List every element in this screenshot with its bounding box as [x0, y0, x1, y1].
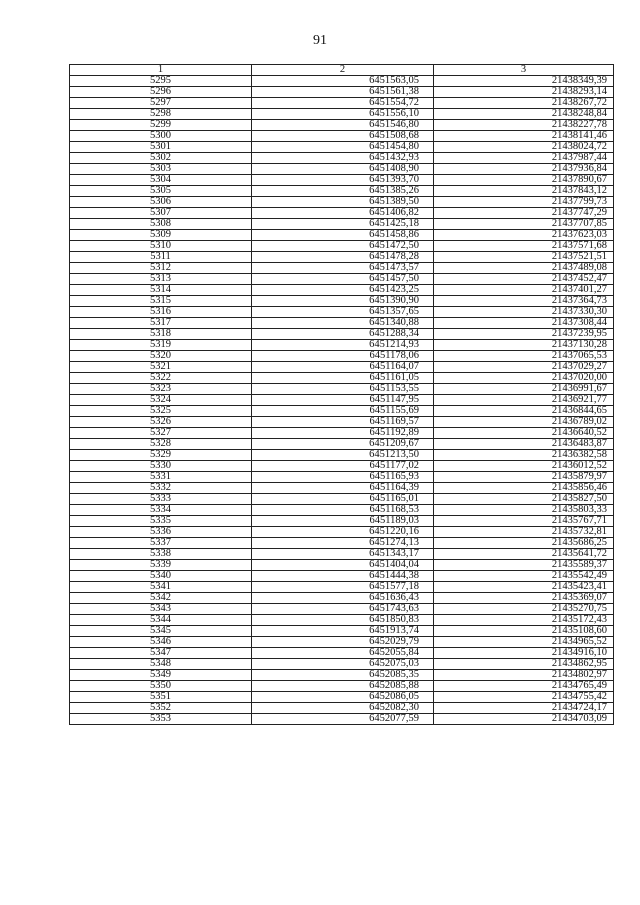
point-number-cell: 5350 [70, 681, 252, 692]
table-row [70, 560, 614, 571]
y-coordinate-cell: 21435108,60 [434, 626, 614, 637]
table-row [70, 428, 614, 439]
x-coordinate-cell: 6451164,39 [252, 483, 434, 494]
table-row [70, 142, 614, 153]
point-number-cell: 5325 [70, 406, 252, 417]
table-row [70, 593, 614, 604]
y-coordinate-cell: 21435172,43 [434, 615, 614, 626]
y-coordinate-cell: 21437890,67 [434, 175, 614, 186]
point-number-cell: 5308 [70, 219, 252, 230]
y-coordinate-cell: 21437799,73 [434, 197, 614, 208]
x-coordinate-cell: 6451189,03 [252, 516, 434, 527]
point-number-cell: 5335 [70, 516, 252, 527]
x-coordinate-cell: 6451406,82 [252, 208, 434, 219]
point-number-cell: 5340 [70, 571, 252, 582]
table-row [70, 505, 614, 516]
x-coordinate-cell: 6451168,53 [252, 505, 434, 516]
point-number-cell: 5353 [70, 714, 252, 725]
y-coordinate-cell: 21436991,67 [434, 384, 614, 395]
x-coordinate-cell: 6451432,93 [252, 153, 434, 164]
table-row [70, 483, 614, 494]
y-coordinate-cell: 21435423,41 [434, 582, 614, 593]
y-coordinate-cell: 21435589,37 [434, 560, 614, 571]
point-number-cell: 5322 [70, 373, 252, 384]
table-row [70, 153, 614, 164]
y-coordinate-cell: 21437936,84 [434, 164, 614, 175]
x-coordinate-cell: 6451343,17 [252, 549, 434, 560]
x-coordinate-cell: 6451850,83 [252, 615, 434, 626]
table-row [70, 109, 614, 120]
table-row [70, 296, 614, 307]
y-coordinate-cell: 21437029,27 [434, 362, 614, 373]
point-number-cell: 5311 [70, 252, 252, 263]
point-number-cell: 5326 [70, 417, 252, 428]
y-coordinate-cell: 21435803,33 [434, 505, 614, 516]
point-number-cell: 5318 [70, 329, 252, 340]
table-row [70, 219, 614, 230]
table-row [70, 263, 614, 274]
y-coordinate-cell: 21437452,47 [434, 274, 614, 285]
x-coordinate-cell: 6451913,74 [252, 626, 434, 637]
point-number-cell: 5312 [70, 263, 252, 274]
table-row [70, 604, 614, 615]
y-coordinate-cell: 21438248,84 [434, 109, 614, 120]
table-row [70, 659, 614, 670]
table-row [70, 670, 614, 681]
x-coordinate-cell: 6452055,84 [252, 648, 434, 659]
x-coordinate-cell: 6451177,02 [252, 461, 434, 472]
table-row [70, 175, 614, 186]
x-coordinate-cell: 6451385,26 [252, 186, 434, 197]
y-coordinate-cell: 21435879,97 [434, 472, 614, 483]
point-number-cell: 5347 [70, 648, 252, 659]
point-number-cell: 5344 [70, 615, 252, 626]
x-coordinate-cell: 6451161,05 [252, 373, 434, 384]
point-number-cell: 5299 [70, 120, 252, 131]
x-coordinate-cell: 6451147,95 [252, 395, 434, 406]
y-coordinate-cell: 21435732,81 [434, 527, 614, 538]
column-header-3: 3 [434, 65, 614, 76]
table-row [70, 648, 614, 659]
x-coordinate-cell: 6451357,65 [252, 307, 434, 318]
point-number-cell: 5309 [70, 230, 252, 241]
table-row [70, 582, 614, 593]
point-number-cell: 5334 [70, 505, 252, 516]
y-coordinate-cell: 21437623,03 [434, 230, 614, 241]
y-coordinate-cell: 21437364,73 [434, 296, 614, 307]
y-coordinate-cell: 21437020,00 [434, 373, 614, 384]
point-number-cell: 5300 [70, 131, 252, 142]
point-number-cell: 5351 [70, 692, 252, 703]
x-coordinate-cell: 6451743,63 [252, 604, 434, 615]
point-number-cell: 5328 [70, 439, 252, 450]
y-coordinate-cell: 21436483,87 [434, 439, 614, 450]
table-row [70, 340, 614, 351]
table-row [70, 362, 614, 373]
column-header-2: 2 [252, 65, 434, 76]
y-coordinate-cell: 21434965,52 [434, 637, 614, 648]
y-coordinate-cell: 21436921,77 [434, 395, 614, 406]
point-number-cell: 5305 [70, 186, 252, 197]
y-coordinate-cell: 21438024,72 [434, 142, 614, 153]
point-number-cell: 5330 [70, 461, 252, 472]
point-number-cell: 5352 [70, 703, 252, 714]
x-coordinate-cell: 6451274,13 [252, 538, 434, 549]
table-row [70, 494, 614, 505]
table-row [70, 208, 614, 219]
point-number-cell: 5341 [70, 582, 252, 593]
x-coordinate-cell: 6451390,90 [252, 296, 434, 307]
y-coordinate-cell: 21437747,29 [434, 208, 614, 219]
table-row [70, 252, 614, 263]
x-coordinate-cell: 6451192,89 [252, 428, 434, 439]
table-row [70, 571, 614, 582]
x-coordinate-cell: 6451508,68 [252, 131, 434, 142]
x-coordinate-cell: 6451389,50 [252, 197, 434, 208]
y-coordinate-cell: 21436382,58 [434, 450, 614, 461]
y-coordinate-cell: 21435767,71 [434, 516, 614, 527]
point-number-cell: 5307 [70, 208, 252, 219]
y-coordinate-cell: 21437489,08 [434, 263, 614, 274]
point-number-cell: 5301 [70, 142, 252, 153]
table-row [70, 615, 614, 626]
point-number-cell: 5339 [70, 560, 252, 571]
point-number-cell: 5323 [70, 384, 252, 395]
y-coordinate-cell: 21436789,02 [434, 417, 614, 428]
x-coordinate-cell: 6451404,04 [252, 560, 434, 571]
table-row [70, 120, 614, 131]
table-row [70, 692, 614, 703]
x-coordinate-cell: 6451556,10 [252, 109, 434, 120]
y-coordinate-cell: 21438349,39 [434, 76, 614, 87]
x-coordinate-cell: 6451408,90 [252, 164, 434, 175]
y-coordinate-cell: 21437130,28 [434, 340, 614, 351]
y-coordinate-cell: 21435686,25 [434, 538, 614, 549]
table-row [70, 637, 614, 648]
x-coordinate-cell: 6451458,86 [252, 230, 434, 241]
table-row [70, 230, 614, 241]
x-coordinate-cell: 6451165,01 [252, 494, 434, 505]
table-row [70, 373, 614, 384]
point-number-cell: 5321 [70, 362, 252, 373]
point-number-cell: 5348 [70, 659, 252, 670]
x-coordinate-cell: 6451425,18 [252, 219, 434, 230]
y-coordinate-cell: 21436640,52 [434, 428, 614, 439]
x-coordinate-cell: 6451164,07 [252, 362, 434, 373]
point-number-cell: 5298 [70, 109, 252, 120]
table-row [70, 329, 614, 340]
y-coordinate-cell: 21438267,72 [434, 98, 614, 109]
y-coordinate-cell: 21435369,07 [434, 593, 614, 604]
table-row [70, 703, 614, 714]
table-row [70, 538, 614, 549]
point-number-cell: 5332 [70, 483, 252, 494]
coordinates-table-container [69, 64, 613, 725]
x-coordinate-cell: 6451577,18 [252, 582, 434, 593]
y-coordinate-cell: 21434755,42 [434, 692, 614, 703]
y-coordinate-cell: 21435827,50 [434, 494, 614, 505]
table-row [70, 76, 614, 87]
x-coordinate-cell: 6452086,05 [252, 692, 434, 703]
table-row [70, 626, 614, 637]
table-row [70, 461, 614, 472]
table-row [70, 131, 614, 142]
table-row [70, 307, 614, 318]
table-row [70, 527, 614, 538]
point-number-cell: 5327 [70, 428, 252, 439]
x-coordinate-cell: 6451473,57 [252, 263, 434, 274]
point-number-cell: 5317 [70, 318, 252, 329]
point-number-cell: 5295 [70, 76, 252, 87]
y-coordinate-cell: 21435641,72 [434, 549, 614, 560]
x-coordinate-cell: 6452085,88 [252, 681, 434, 692]
point-number-cell: 5304 [70, 175, 252, 186]
y-coordinate-cell: 21438227,78 [434, 120, 614, 131]
table-row [70, 516, 614, 527]
point-number-cell: 5313 [70, 274, 252, 285]
point-number-cell: 5316 [70, 307, 252, 318]
y-coordinate-cell: 21437330,30 [434, 307, 614, 318]
table-row [70, 285, 614, 296]
page-number: 91 [313, 33, 327, 48]
point-number-cell: 5331 [70, 472, 252, 483]
x-coordinate-cell: 6451457,50 [252, 274, 434, 285]
table-row [70, 351, 614, 362]
x-coordinate-cell: 6451178,06 [252, 351, 434, 362]
y-coordinate-cell: 21434765,49 [434, 681, 614, 692]
x-coordinate-cell: 6451444,38 [252, 571, 434, 582]
table-row [70, 384, 614, 395]
table-row [70, 87, 614, 98]
x-coordinate-cell: 6452077,59 [252, 714, 434, 725]
x-coordinate-cell: 6451165,93 [252, 472, 434, 483]
y-coordinate-cell: 21434916,10 [434, 648, 614, 659]
point-number-cell: 5296 [70, 87, 252, 98]
table-row [70, 197, 614, 208]
point-number-cell: 5343 [70, 604, 252, 615]
table-row [70, 681, 614, 692]
point-number-cell: 5302 [70, 153, 252, 164]
x-coordinate-cell: 6451472,50 [252, 241, 434, 252]
x-coordinate-cell: 6451636,43 [252, 593, 434, 604]
y-coordinate-cell: 21435270,75 [434, 604, 614, 615]
x-coordinate-cell: 6451563,05 [252, 76, 434, 87]
point-number-cell: 5303 [70, 164, 252, 175]
coordinates-table [69, 64, 614, 725]
point-number-cell: 5314 [70, 285, 252, 296]
point-number-cell: 5333 [70, 494, 252, 505]
x-coordinate-cell: 6451546,80 [252, 120, 434, 131]
table-row [70, 549, 614, 560]
point-number-cell: 5319 [70, 340, 252, 351]
y-coordinate-cell: 21437239,95 [434, 329, 614, 340]
table-row [70, 450, 614, 461]
table-row [70, 98, 614, 109]
x-coordinate-cell: 6451209,67 [252, 439, 434, 450]
point-number-cell: 5320 [70, 351, 252, 362]
point-number-cell: 5315 [70, 296, 252, 307]
table-header-row [70, 65, 614, 76]
column-header-1: 1 [70, 65, 252, 76]
x-coordinate-cell: 6451220,16 [252, 527, 434, 538]
x-coordinate-cell: 6452029,79 [252, 637, 434, 648]
x-coordinate-cell: 6451153,55 [252, 384, 434, 395]
y-coordinate-cell: 21437065,53 [434, 351, 614, 362]
x-coordinate-cell: 6451213,50 [252, 450, 434, 461]
x-coordinate-cell: 6451554,72 [252, 98, 434, 109]
y-coordinate-cell: 21436012,52 [434, 461, 614, 472]
table-row [70, 714, 614, 725]
table-row [70, 241, 614, 252]
x-coordinate-cell: 6451155,69 [252, 406, 434, 417]
y-coordinate-cell: 21437707,85 [434, 219, 614, 230]
x-coordinate-cell: 6451169,57 [252, 417, 434, 428]
table-row [70, 417, 614, 428]
x-coordinate-cell: 6451478,28 [252, 252, 434, 263]
x-coordinate-cell: 6451340,88 [252, 318, 434, 329]
x-coordinate-cell: 6451454,80 [252, 142, 434, 153]
y-coordinate-cell: 21434802,97 [434, 670, 614, 681]
point-number-cell: 5349 [70, 670, 252, 681]
y-coordinate-cell: 21437308,44 [434, 318, 614, 329]
x-coordinate-cell: 6452085,35 [252, 670, 434, 681]
point-number-cell: 5324 [70, 395, 252, 406]
y-coordinate-cell: 21437401,27 [434, 285, 614, 296]
x-coordinate-cell: 6451214,93 [252, 340, 434, 351]
table-row [70, 406, 614, 417]
table-row [70, 318, 614, 329]
x-coordinate-cell: 6452082,30 [252, 703, 434, 714]
x-coordinate-cell: 6452075,03 [252, 659, 434, 670]
x-coordinate-cell: 6451561,38 [252, 87, 434, 98]
table-row [70, 186, 614, 197]
y-coordinate-cell: 21438293,14 [434, 87, 614, 98]
point-number-cell: 5310 [70, 241, 252, 252]
y-coordinate-cell: 21437571,68 [434, 241, 614, 252]
table-row [70, 164, 614, 175]
point-number-cell: 5345 [70, 626, 252, 637]
table-row [70, 395, 614, 406]
point-number-cell: 5336 [70, 527, 252, 538]
x-coordinate-cell: 6451393,70 [252, 175, 434, 186]
point-number-cell: 5306 [70, 197, 252, 208]
y-coordinate-cell: 21438141,46 [434, 131, 614, 142]
y-coordinate-cell: 21436844,65 [434, 406, 614, 417]
point-number-cell: 5346 [70, 637, 252, 648]
y-coordinate-cell: 21434862,95 [434, 659, 614, 670]
y-coordinate-cell: 21435542,49 [434, 571, 614, 582]
point-number-cell: 5338 [70, 549, 252, 560]
y-coordinate-cell: 21435856,46 [434, 483, 614, 494]
y-coordinate-cell: 21437843,12 [434, 186, 614, 197]
table-row [70, 472, 614, 483]
y-coordinate-cell: 21434703,09 [434, 714, 614, 725]
point-number-cell: 5297 [70, 98, 252, 109]
y-coordinate-cell: 21437987,44 [434, 153, 614, 164]
table-row [70, 274, 614, 285]
x-coordinate-cell: 6451288,34 [252, 329, 434, 340]
table-row [70, 439, 614, 450]
table-body [70, 76, 614, 725]
x-coordinate-cell: 6451423,25 [252, 285, 434, 296]
point-number-cell: 5337 [70, 538, 252, 549]
point-number-cell: 5342 [70, 593, 252, 604]
y-coordinate-cell: 21437521,51 [434, 252, 614, 263]
point-number-cell: 5329 [70, 450, 252, 461]
y-coordinate-cell: 21434724,17 [434, 703, 614, 714]
